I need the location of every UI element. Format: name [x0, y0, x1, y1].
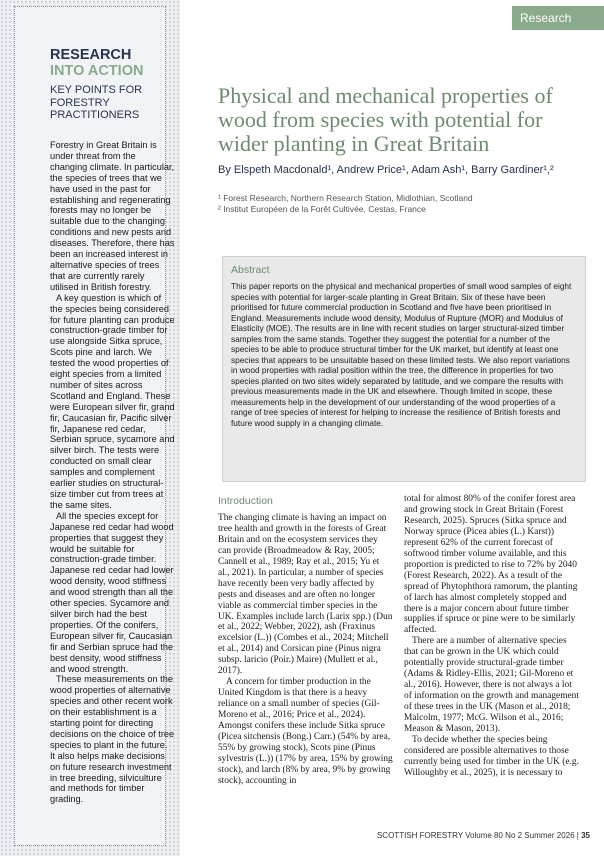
article-column-1	[218, 494, 393, 787]
body-paragraph: To decide whether the species being considered are possible alternatives to those currently being used for timber in the UK (e.g. Willoughby et al., 2025), it is necessary to	[404, 734, 579, 778]
introduction-heading: Introduction	[218, 495, 273, 507]
body-paragraph: The changing climate is having an impact on tree health and growth in the forests of Great Britain and on the ecosystem services they can provide (Broadmeadow & Ray, 2005; Cannell et al., 1989; Ray et al., 2015; Yu et al., 2021). In particular, a number of species have recently been very badly affected by pests and diseases and are often no longer viable as commercial timber species in the UK. Examples include larch (Larix spp.) (Dun et al., 2022; Webber, 2022), ash (Fraxinus excelsior (L.)) (Combes et al., 2024; Mitchell et al., 2014) and Corsican pine (Pinus nigra subsp. laricio (Poir.) Maire) (Mullett et al., 2017).	[218, 512, 393, 677]
affiliation-1: ¹ Forest Research, Northern Research Station, Midlothian, Scotland	[218, 193, 473, 203]
abstract-heading: Abstract	[231, 264, 270, 276]
page-number: 35	[581, 831, 590, 840]
abstract-text: This paper reports on the physical and mechanical properties of small wood samples of eight species with potential for larger-scale planting in Great Britain. Six of these have been prioritised for future commercial production in Scotland and five have been prioritised in England. Measurements include wood density, Modulus of Rupture (MOR) and Modulus of Elasticity (MOE). The results are in line with recent studies on larger structural-sized timber samples from the same stands. Together they suggest the potential for a number of the species to be able to produce structural timber for the UK market, but identify at least one species that appears to be unsuitable based on these limited tests. We also report variations in wood properties with radial position within the tree, the difference in properties for two species planted on two sites widely separated by latitude, and we compare the results with previous measurements made in the UK and elsewhere. Though limited in scope, these measurements help in the development of our understanding of the wood properties of a range of tree species of interest for helping to increase the resilience of British forests and future wood supply in a changing climate.	[231, 281, 572, 428]
body-paragraph: total for almost 80% of the conifer forest area and growing stock in Great Britain (Forest Research, 2025). Spruces (Sitka spruce and Norway spruce (Picea abies (L.) Karst)) represent 62% of the current forecast of softwood timber volume available, and this proportion is predicted to rise to 72% by 2040 (Forest Research, 2022). As a result of the spread of Phytophthora ramorum, the planting of larch has almost completely stopped and there is a major concern about future timber supplies if spruce or pine were to be similarly affected.	[404, 494, 578, 636]
article-authors: By Elspeth Macdonald¹, Andrew Price¹, Adam Ash¹, Barry Gardiner¹,²	[218, 164, 554, 176]
sidebar-title: RESEARCH	[50, 47, 132, 63]
sidebar-paragraph: All the species except for Japanese red cedar had wood properties that suggest they would be suitable for construction-grade timber. Japanese red cedar had lower wood density, wood stiffness and wood strength than all the other species. Sycamore and silver birch had the best properties. Of the conifers, European silver fir, Caucasian fir and Serbian spruce had the best density, wood stiffness and wood strength.	[50, 510, 174, 674]
author-affiliations	[218, 193, 588, 215]
article-column-2	[404, 494, 579, 779]
sidebar-body	[50, 140, 175, 805]
sidebar-paragraph: A key question is which of the species being considered for future planting can produce construction-grade timber for use alongside Sitka spruce, Scots pine and larch. We tested the wood properties of eight species from a limited number of sites across Scotland and England. These were European silver fir, grand fir, Caucasian fir, Pacific silver fir, Japanese red cedar, Serbian spruce, sycamore and silver birch. The tests were conducted on small clear samples and complement earlier studies on structural-size timber cut from trees at the same sites.	[50, 292, 175, 510]
abstract-box	[222, 256, 586, 482]
page-footer	[360, 831, 590, 840]
sidebar-paragraph: These measurements on the wood properties of alternative species and other recent work on their establishment is a starting point for directing decisions on the choice of tree species to plant in the future. It also helps make decisions on future research investment in tree breeding, silviculture and methods for timber grading.	[50, 674, 175, 805]
body-paragraph: A concern for timber production in the United Kingdom is that there is a heavy reliance on a small number of species (Gil-Moreno et al., 2016; Price et al., 2024). Amongst conifers these include Sitka spruce (Picea sitchensis (Bong.) Carr.) (54% by area, 55% by growing stock), Scots pine (Pinus sylvestris (L.)) (17% by area, 15% by growing stock), and larch (8% by area, 9% by growing stock), accounting in	[218, 677, 393, 786]
sidebar-subtitle: INTO ACTION	[50, 63, 144, 79]
article-title: Physical and mechanical properties of wood from species with potential for wider planting in Great Britain	[218, 83, 553, 156]
footer-separator: |	[576, 831, 579, 840]
affiliation-2: ² Institut Européen de la Forêt Cultivée, Cestas, France	[218, 204, 426, 214]
sidebar-paragraph: Forestry in Great Britain is under threat from the changing climate. In particular, the species of trees that we have used in the past for establishing and regenerating forests may no longer be suitable due to the changing conditions and new pests and diseases. Therefore, there has been an increased interest in alternative species of trees that are currently rarely utilised in British forestry.	[50, 140, 175, 292]
section-tag: Research	[512, 6, 604, 30]
journal-name: SCOTTISH FORESTRY	[376, 831, 463, 840]
sidebar-key-points-label: KEY POINTS FOR FORESTRY PRACTITIONERS	[50, 84, 143, 121]
issue-info: Volume 80 No 2 Summer 2026	[465, 831, 575, 840]
body-paragraph: There are a number of alternative species that can be grown in the UK which could potentially provide structural-grade timber (Adams & Ridley-Ellis, 2021; Gil-Moreno et al., 2016). However, there is not always a lot of information on the growth and management of these trees in the UK (Mason et al., 2018; Malcolm, 1977; McG. Wilson et al., 2016; Meason & Mason, 2013).	[404, 636, 579, 735]
